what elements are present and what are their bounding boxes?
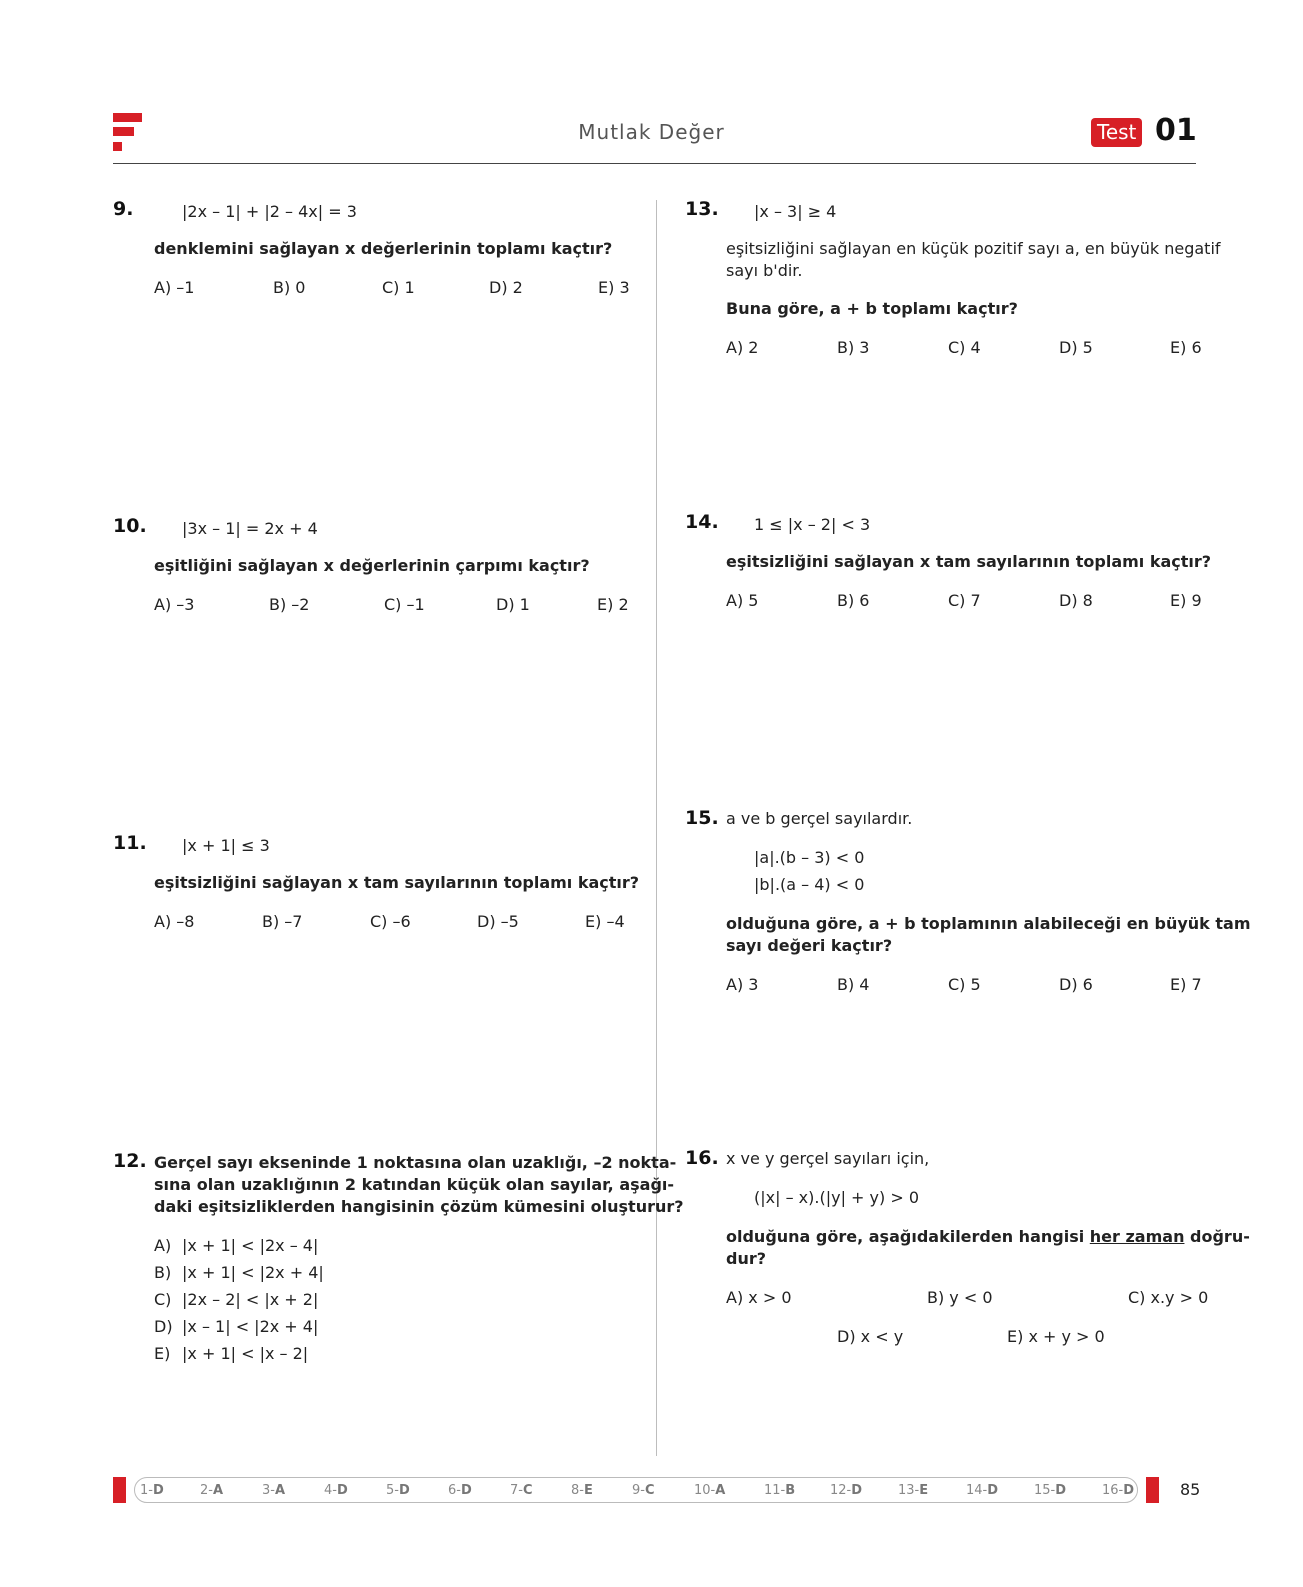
option-a: A) x > 0 <box>726 1288 792 1307</box>
answer-number: 9- <box>632 1483 645 1498</box>
question-number: 10. <box>113 515 147 537</box>
answer-key-item <box>966 1483 998 1498</box>
answer-letter: D <box>851 1483 863 1498</box>
option-d: D) 2 <box>489 278 523 297</box>
answer-key-item <box>140 1483 164 1498</box>
option-e-letter: E) <box>154 1344 171 1363</box>
question-stem-line-3: daki eşitsizliklerden hangisinin çözüm kümesini oluşturur? <box>154 1197 684 1216</box>
answer-letter: D <box>1055 1483 1067 1498</box>
question-stem: eşitliğini sağlayan x değerlerinin çarpımı kaçtır? <box>154 556 590 575</box>
answer-letter: D <box>398 1483 410 1498</box>
option-c: C) 4 <box>948 338 981 357</box>
question-number: 13. <box>685 198 719 220</box>
footer-right-marker <box>1146 1477 1159 1503</box>
question-number: 15. <box>685 807 719 829</box>
option-b-letter: B) <box>154 1263 172 1282</box>
answer-letter: C <box>644 1483 655 1498</box>
answer-key-item <box>632 1483 655 1498</box>
answer-key-item <box>1102 1483 1134 1498</box>
option-c-value: |2x – 2| < |x + 2| <box>182 1290 319 1309</box>
question-expression-2: |b|.(a – 4) < 0 <box>754 875 865 894</box>
option-b: B) 4 <box>837 975 870 994</box>
option-d-value: |x – 1| < |2x + 4| <box>182 1317 319 1336</box>
option-e: E) 3 <box>598 278 630 297</box>
question-expression: |x + 1| ≤ 3 <box>182 836 270 855</box>
option-b: B) 6 <box>837 591 870 610</box>
answer-key-item <box>1034 1483 1066 1498</box>
question-text-line-2: sayı b'dir. <box>726 261 803 280</box>
option-a-letter: A) <box>154 1236 172 1255</box>
answer-key-item <box>510 1483 533 1498</box>
question-expression: |x – 3| ≥ 4 <box>754 202 837 221</box>
option-a: A) 3 <box>726 975 759 994</box>
question-stem: eşitsizliğini sağlayan x tam sayılarının toplamı kaçtır? <box>154 873 640 892</box>
question-stem-line-2: dur? <box>726 1249 767 1268</box>
answer-letter: A <box>715 1483 726 1498</box>
answer-letter: D <box>336 1483 348 1498</box>
answer-number: 3- <box>262 1483 275 1498</box>
answer-number: 14- <box>966 1483 988 1498</box>
answer-letter: D <box>987 1483 999 1498</box>
question-expression: (|x| – x).(|y| + y) > 0 <box>754 1188 919 1207</box>
test-number: 01 <box>1155 113 1197 148</box>
option-e: E) 6 <box>1170 338 1202 357</box>
answer-key-item <box>262 1483 285 1498</box>
option-d-letter: D) <box>154 1317 173 1336</box>
column-divider <box>656 200 657 1456</box>
option-a: A) –3 <box>154 595 195 614</box>
question-stem-line-2: sayı değeri kaçtır? <box>726 936 893 955</box>
option-d: D) 5 <box>1059 338 1093 357</box>
option-e: E) 9 <box>1170 591 1202 610</box>
option-d: D) 8 <box>1059 591 1093 610</box>
question-intro: a ve b gerçel sayılardır. <box>726 809 913 828</box>
question-expression: |2x – 1| + |2 – 4x| = 3 <box>182 202 357 221</box>
answer-number: 10- <box>694 1483 716 1498</box>
option-e: E) 7 <box>1170 975 1202 994</box>
answer-number: 5- <box>386 1483 399 1498</box>
answer-letter: A <box>212 1483 224 1498</box>
stem-underlined: her zaman <box>1089 1227 1185 1246</box>
stem-part-2: doğru- <box>1184 1227 1250 1246</box>
answer-number: 7- <box>510 1483 523 1498</box>
answer-key-item <box>830 1483 862 1498</box>
answer-number: 15- <box>1034 1483 1056 1498</box>
option-e: E) 2 <box>597 595 629 614</box>
answer-key-item <box>764 1483 795 1498</box>
question-stem: eşitsizliğini sağlayan x tam sayılarının toplamı kaçtır? <box>726 552 1212 571</box>
option-a: A) –8 <box>154 912 195 931</box>
question-stem-line-2: sına olan uzaklığının 2 katından küçük olan sayılar, aşağı- <box>154 1175 675 1194</box>
option-c: C) –6 <box>370 912 411 931</box>
question-text-line-1: eşitsizliğini sağlayan en küçük pozitif sayı a, en büyük negatif <box>726 239 1221 258</box>
option-b: B) y < 0 <box>927 1288 993 1307</box>
option-c: C) 7 <box>948 591 981 610</box>
page-title: Mutlak Değer <box>578 120 725 144</box>
question-expression: 1 ≤ |x – 2| < 3 <box>754 515 871 534</box>
option-b-value: |x + 1| < |2x + 4| <box>182 1263 324 1282</box>
option-a: A) 5 <box>726 591 759 610</box>
option-b: B) –7 <box>262 912 303 931</box>
question-stem: denklemini sağlayan x değerlerinin toplamı kaçtır? <box>154 239 613 258</box>
answer-letter: B <box>785 1483 796 1498</box>
answer-key-item <box>448 1483 472 1498</box>
answer-letter: C <box>522 1483 533 1498</box>
option-c-letter: C) <box>154 1290 172 1309</box>
option-a: A) 2 <box>726 338 759 357</box>
answer-letter: D <box>152 1483 164 1498</box>
answer-letter: D <box>460 1483 472 1498</box>
option-d: D) 6 <box>1059 975 1093 994</box>
option-e: E) x + y > 0 <box>1007 1327 1105 1346</box>
answer-letter: E <box>919 1483 929 1498</box>
answer-letter: E <box>583 1483 593 1498</box>
option-e: E) –4 <box>585 912 625 931</box>
answer-letter: D <box>1123 1483 1135 1498</box>
option-a-value: |x + 1| < |2x – 4| <box>182 1236 319 1255</box>
option-d: D) x < y <box>837 1327 904 1346</box>
answer-number: 11- <box>764 1483 786 1498</box>
answer-letter: A <box>274 1483 286 1498</box>
answer-number: 13- <box>898 1483 920 1498</box>
option-b: B) –2 <box>269 595 310 614</box>
question-number: 14. <box>685 511 719 533</box>
question-stem-line-1 <box>726 1226 1250 1248</box>
option-c: C) –1 <box>384 595 425 614</box>
answer-key-item <box>386 1483 410 1498</box>
question-number: 11. <box>113 832 147 854</box>
answer-number: 12- <box>830 1483 852 1498</box>
option-c: C) x.y > 0 <box>1128 1288 1209 1307</box>
page-number: 85 <box>1180 1480 1201 1499</box>
question-stem: Buna göre, a + b toplamı kaçtır? <box>726 299 1018 318</box>
answer-key-item <box>898 1483 928 1498</box>
option-d: D) –5 <box>477 912 519 931</box>
answer-key-item <box>571 1483 593 1498</box>
stem-part-1: olduğuna göre, aşağıdakilerden hangisi <box>726 1227 1090 1246</box>
question-expression-1: |a|.(b – 3) < 0 <box>754 848 865 867</box>
option-e-value: |x + 1| < |x – 2| <box>182 1344 309 1363</box>
question-number: 16. <box>685 1147 719 1169</box>
footer-left-marker <box>113 1477 126 1503</box>
question-stem-line-1: olduğuna göre, a + b toplamının alabileceği en büyük tam <box>726 914 1251 933</box>
answer-number: 4- <box>324 1483 337 1498</box>
answer-number: 6- <box>448 1483 461 1498</box>
question-intro: x ve y gerçel sayıları için, <box>726 1149 930 1168</box>
answer-number: 2- <box>200 1483 213 1498</box>
question-expression: |3x – 1| = 2x + 4 <box>182 519 318 538</box>
option-c: C) 5 <box>948 975 981 994</box>
question-stem-line-1: Gerçel sayı ekseninde 1 noktasına olan uzaklığı, –2 nokta- <box>154 1153 677 1172</box>
question-number: 9. <box>113 198 134 220</box>
answer-key-item <box>324 1483 348 1498</box>
answer-number: 16- <box>1102 1483 1124 1498</box>
option-b: B) 3 <box>837 338 870 357</box>
test-label-badge: Test <box>1091 118 1142 147</box>
answer-number: 8- <box>571 1483 584 1498</box>
option-c: C) 1 <box>382 278 415 297</box>
option-b: B) 0 <box>273 278 306 297</box>
answer-number: 1- <box>140 1483 153 1498</box>
answer-key-item <box>200 1483 223 1498</box>
question-number: 12. <box>113 1150 147 1172</box>
option-a: A) –1 <box>154 278 195 297</box>
answer-key-item <box>694 1483 725 1498</box>
header-divider <box>113 163 1196 164</box>
option-d: D) 1 <box>496 595 530 614</box>
